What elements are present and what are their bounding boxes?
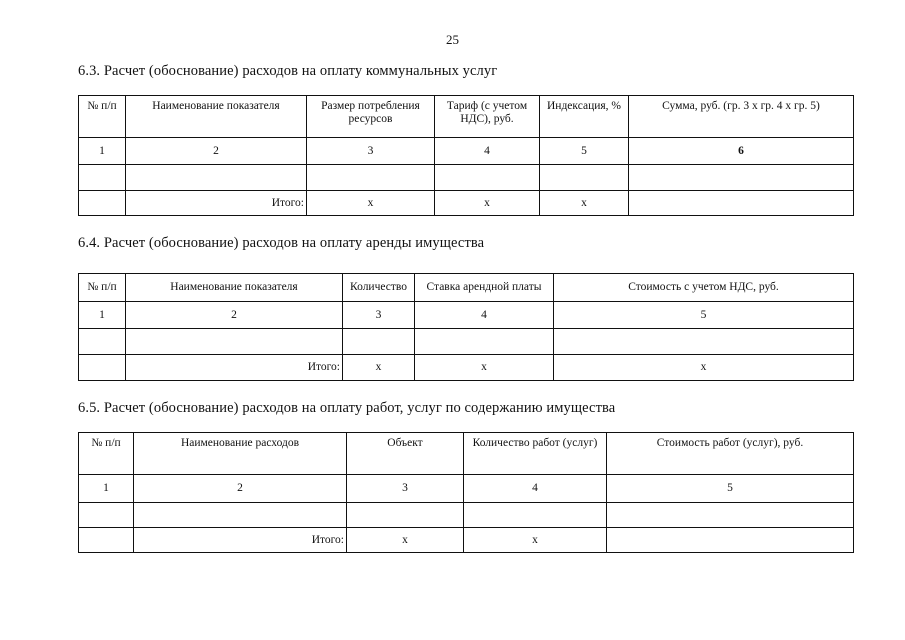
table-header-row [79,274,854,302]
column-number-cell: 1 [79,138,126,165]
column-number-cell: 4 [415,302,554,329]
header-cell: Количество работ (услуг) [464,433,607,475]
empty-cell [415,329,554,355]
total-label: Итого: [126,191,307,216]
total-value: х [540,191,629,216]
empty-cell [607,503,854,528]
empty-cell [343,329,415,355]
total-label: Итого: [134,528,347,553]
column-number-cell: 4 [435,138,540,165]
column-number-cell: 1 [79,475,134,503]
empty-cell [79,355,126,381]
empty-cell [134,503,347,528]
empty-row [79,503,854,528]
total-value [629,191,854,216]
column-number-cell: 3 [347,475,464,503]
header-cell: Стоимость работ (услуг), руб. [607,433,854,475]
section-title-6-3: 6.3. Расчет (обоснование) расходов на оплату коммунальных услуг [78,63,498,79]
column-number-cell: 6 [629,138,854,165]
empty-cell [79,528,134,553]
page-number: 25 [446,32,459,47]
column-number-cell: 4 [464,475,607,503]
total-value: х [435,191,540,216]
column-number-cell: 2 [126,138,307,165]
section-title-6-4: 6.4. Расчет (обоснование) расходов на оплату аренды имущества [78,235,485,251]
header-cell: № п/п [79,96,126,138]
header-cell: Количество [343,274,415,302]
header-cell: Наименование показателя [126,274,343,302]
empty-cell [347,503,464,528]
empty-cell [629,165,854,191]
empty-cell [307,165,435,191]
column-number-row [79,475,854,503]
column-number-cell: 5 [554,302,854,329]
header-cell: Объект [347,433,464,475]
table-rent [78,273,854,381]
header-cell: Ставка арендной платы [415,274,554,302]
table-header-row [79,433,854,475]
column-number-cell: 5 [540,138,629,165]
total-value [607,528,854,553]
empty-cell [464,503,607,528]
column-number-cell: 3 [307,138,435,165]
empty-cell [126,165,307,191]
total-value: х [464,528,607,553]
total-value: х [347,528,464,553]
empty-row [79,165,854,191]
total-value: х [415,355,554,381]
header-cell: Сумма, руб. (гр. 3 х гр. 4 х гр. 5) [629,96,854,138]
column-number-cell: 5 [607,475,854,503]
table-utilities [78,95,854,216]
total-value: х [343,355,415,381]
empty-cell [540,165,629,191]
total-label: Итого: [126,355,343,381]
header-cell: Тариф (с учетом НДС), руб. [435,96,540,138]
empty-cell [126,329,343,355]
column-number-cell: 3 [343,302,415,329]
total-row [79,528,854,553]
header-cell: Наименование расходов [134,433,347,475]
empty-cell [79,165,126,191]
empty-cell [554,329,854,355]
column-number-cell: 1 [79,302,126,329]
header-cell: Размер потребления ресурсов [307,96,435,138]
total-row [79,191,854,216]
column-number-cell: 2 [134,475,347,503]
header-cell: № п/п [79,274,126,302]
header-cell: Стоимость с учетом НДС, руб. [554,274,854,302]
total-value: х [554,355,854,381]
section-title-6-5: 6.5. Расчет (обоснование) расходов на оплату работ, услуг по содержанию имущества [78,400,616,416]
empty-cell [79,329,126,355]
header-cell: Индексация, % [540,96,629,138]
empty-cell [79,503,134,528]
empty-cell [435,165,540,191]
column-number-row [79,138,854,165]
table-header-row [79,96,854,138]
header-cell: Наименование показателя [126,96,307,138]
total-row [79,355,854,381]
header-cell: № п/п [79,433,134,475]
empty-row [79,329,854,355]
empty-cell [79,191,126,216]
column-number-row [79,302,854,329]
table-maintenance [78,432,854,553]
total-value: х [307,191,435,216]
column-number-cell: 2 [126,302,343,329]
